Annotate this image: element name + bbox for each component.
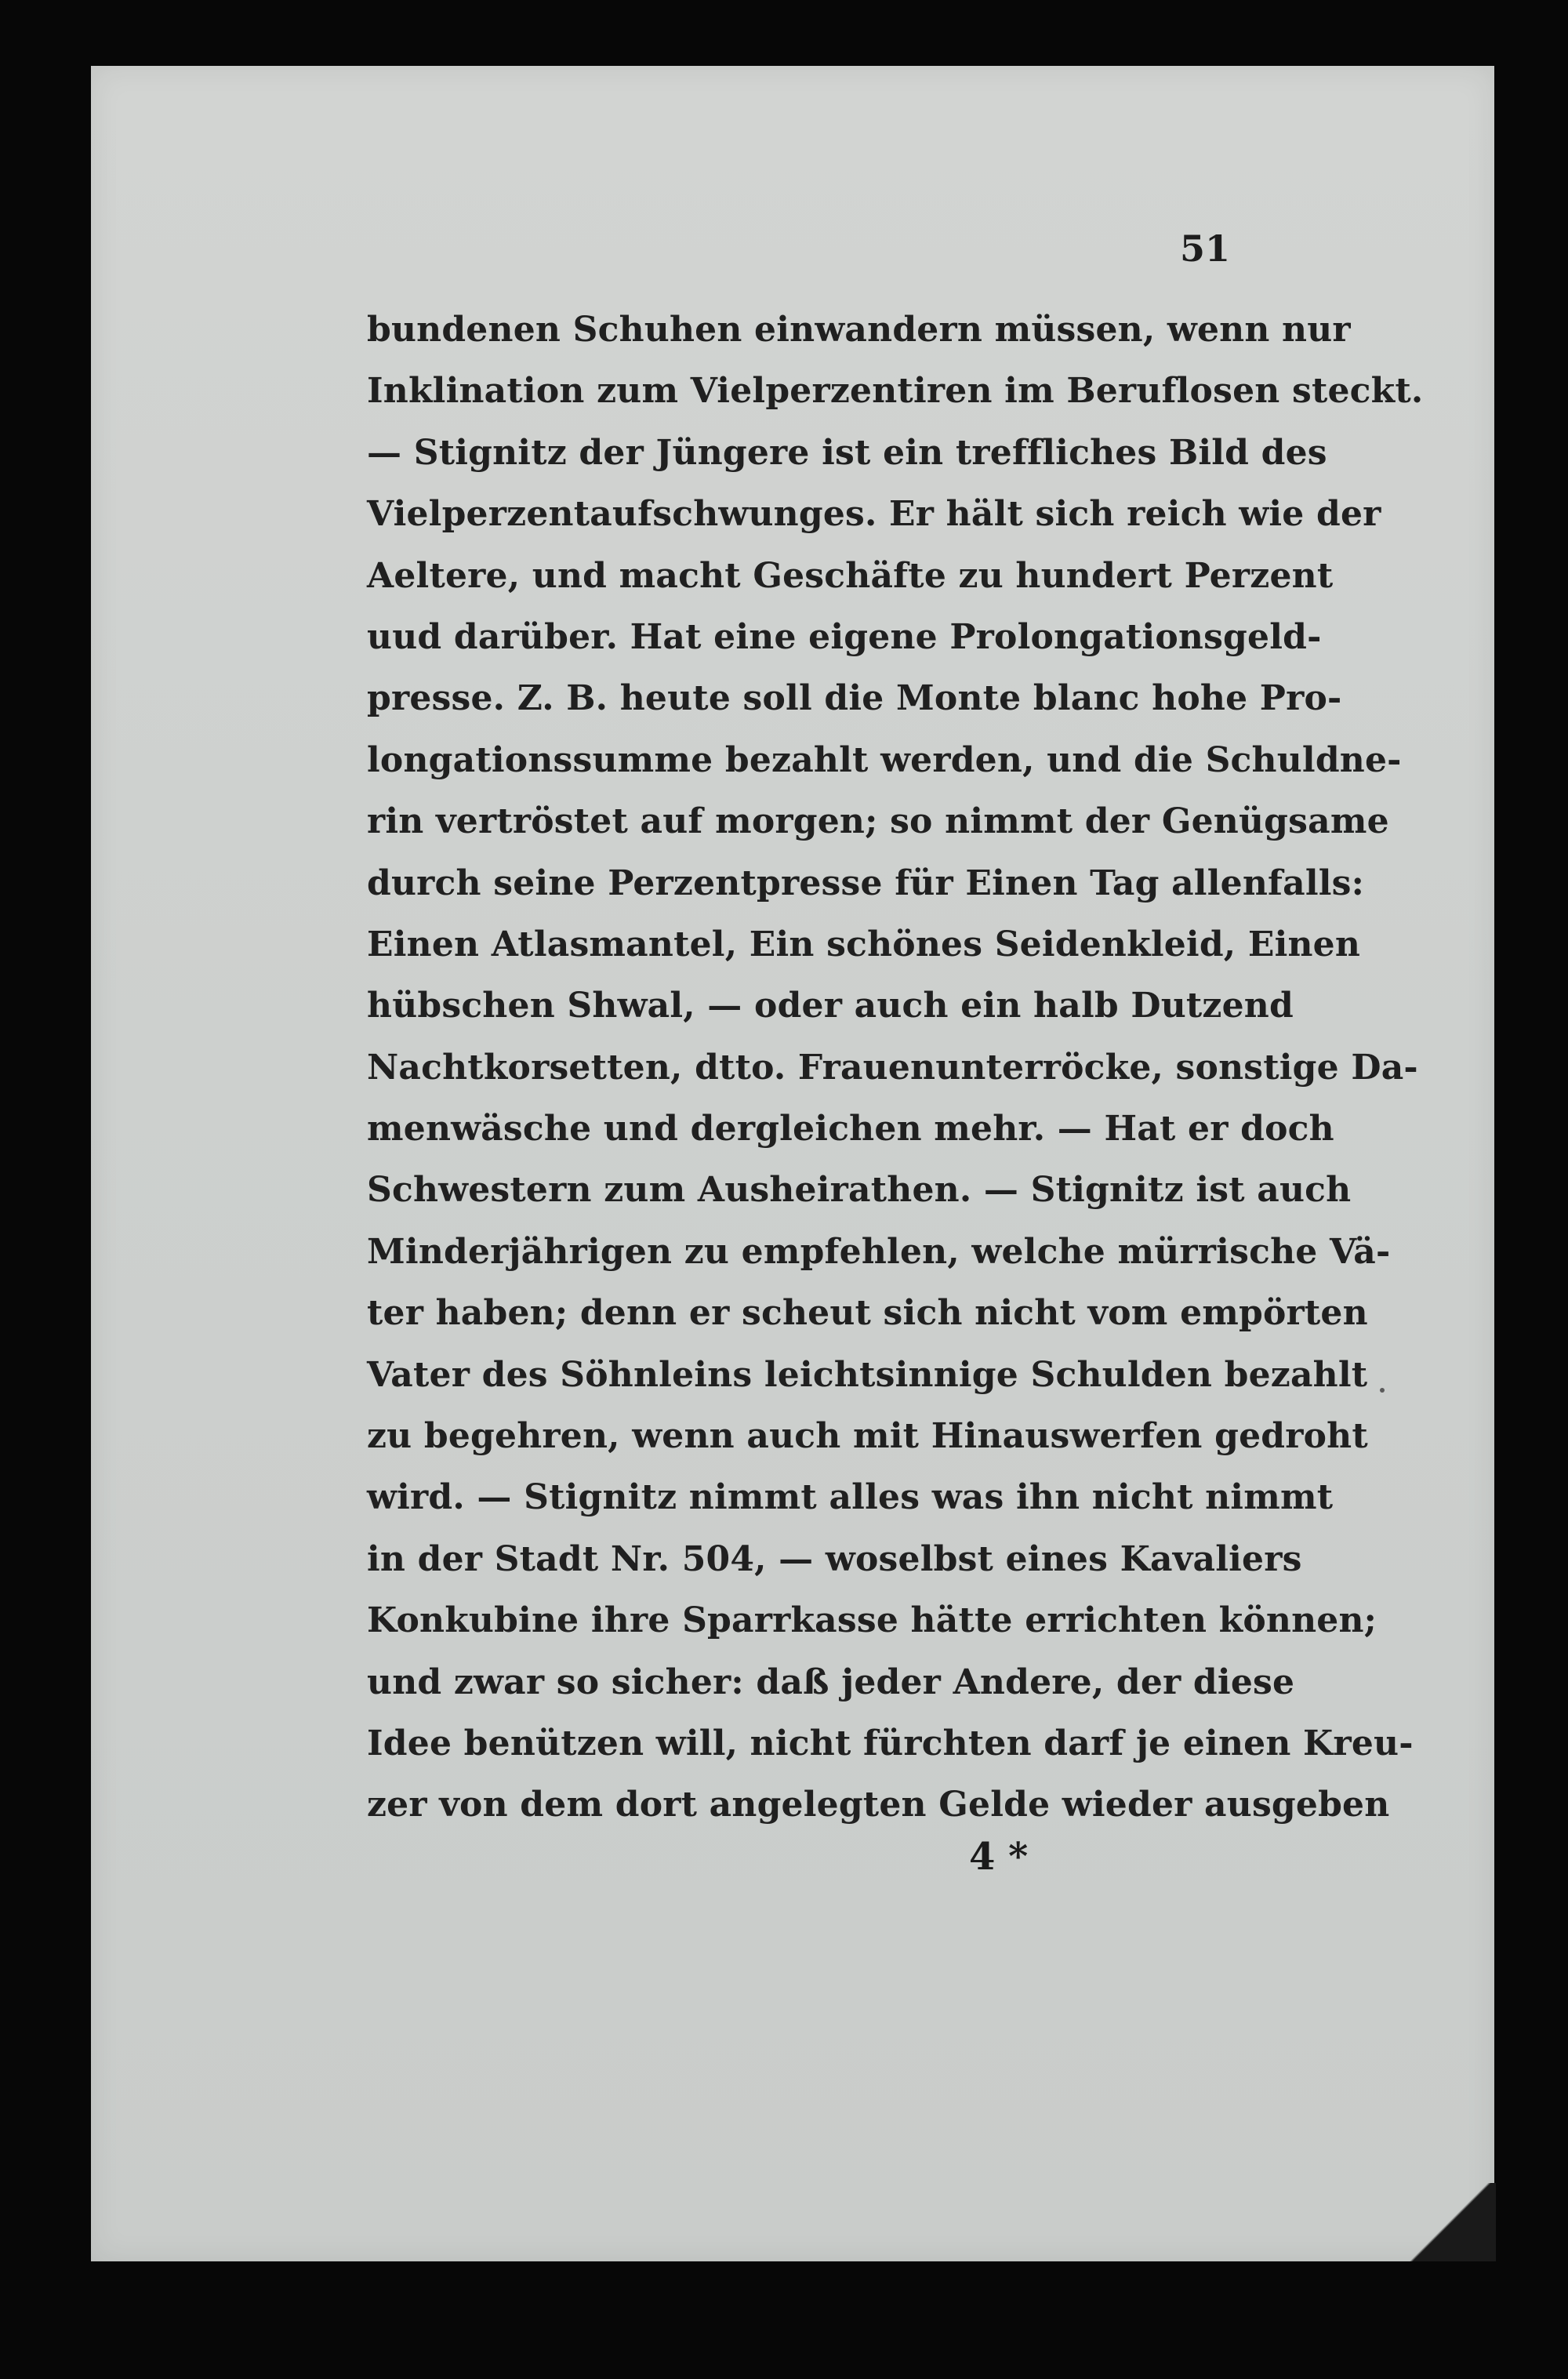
text-line: Minderjährigen zu empfehlen, welche mürrische Vä- [367, 1231, 1391, 1272]
text-line: hübschen Shwal, — oder auch ein halb Dutzend [367, 986, 1294, 1026]
text-line: wird. — Stignitz nimmt alles was ihn nicht nimmt [367, 1477, 1334, 1518]
text-line: zer von dem dort angelegten Gelde wieder ausgeben [367, 1785, 1390, 1825]
text-line: Vielperzentaufschwunges. Er hält sich reich wie der [367, 494, 1381, 535]
text-line: uud darüber. Hat eine eigene Prolongationsgeld- [367, 616, 1322, 657]
text-line: in der Stadt Nr. 504, — woselbst eines Kavaliers [367, 1538, 1302, 1579]
text-line: Inklination zum Vielperzentiren im Beruflosen steckt. [367, 371, 1424, 412]
text-line: Nachtkorsetten, dtto. Frauenunterröcke, sonstige Da- [367, 1047, 1418, 1088]
body-text [367, 300, 1424, 1836]
text-line: longationssumme bezahlt werden, und die Schuldne- [367, 739, 1402, 780]
text-line: presse. Z. B. heute soll die Monte blanc hohe Pro- [367, 678, 1342, 719]
page-number: 51 [1180, 227, 1231, 270]
text-line: ter haben; denn er scheut sich nicht vom empörten [367, 1293, 1368, 1334]
text-line: menwäsche und dergleichen mehr. — Hat er doch [367, 1109, 1334, 1150]
text-line: Schwestern zum Ausheirathen. — Stignitz ist auch [367, 1170, 1352, 1211]
page-corner-fold [1408, 2183, 1496, 2261]
text-line: Vater des Söhnleins leichtsinnige Schulden bezahlt [367, 1354, 1368, 1395]
text-line: zu begehren, wenn auch mit Hinauswerfen gedroht [367, 1416, 1368, 1457]
text-line: rin vertröstet auf morgen; so nimmt der Genügsame [367, 801, 1389, 842]
text-line: — Stignitz der Jüngere ist ein treffliches Bild des [367, 432, 1327, 473]
text-line: und zwar so sicher: daß jeder Andere, der diese [367, 1662, 1295, 1702]
text-line: bundenen Schuhen einwandern müssen, wenn nur [367, 310, 1351, 350]
paper-speck [1380, 1388, 1385, 1393]
text-line: Einen Atlasmantel, Ein schönes Seidenkleid, Einen [367, 924, 1361, 964]
text-line: Idee benützen will, nicht fürchten darf je einen Kreu- [367, 1723, 1414, 1763]
text-line: Konkubine ihre Sparrkasse hätte errichten können; [367, 1600, 1377, 1641]
signature-mark: 4 * [969, 1835, 1029, 1879]
text-line: durch seine Perzentpresse für Einen Tag allenfalls: [367, 863, 1365, 903]
text-line: Aeltere, und macht Geschäfte zu hundert Perzent [367, 555, 1334, 596]
